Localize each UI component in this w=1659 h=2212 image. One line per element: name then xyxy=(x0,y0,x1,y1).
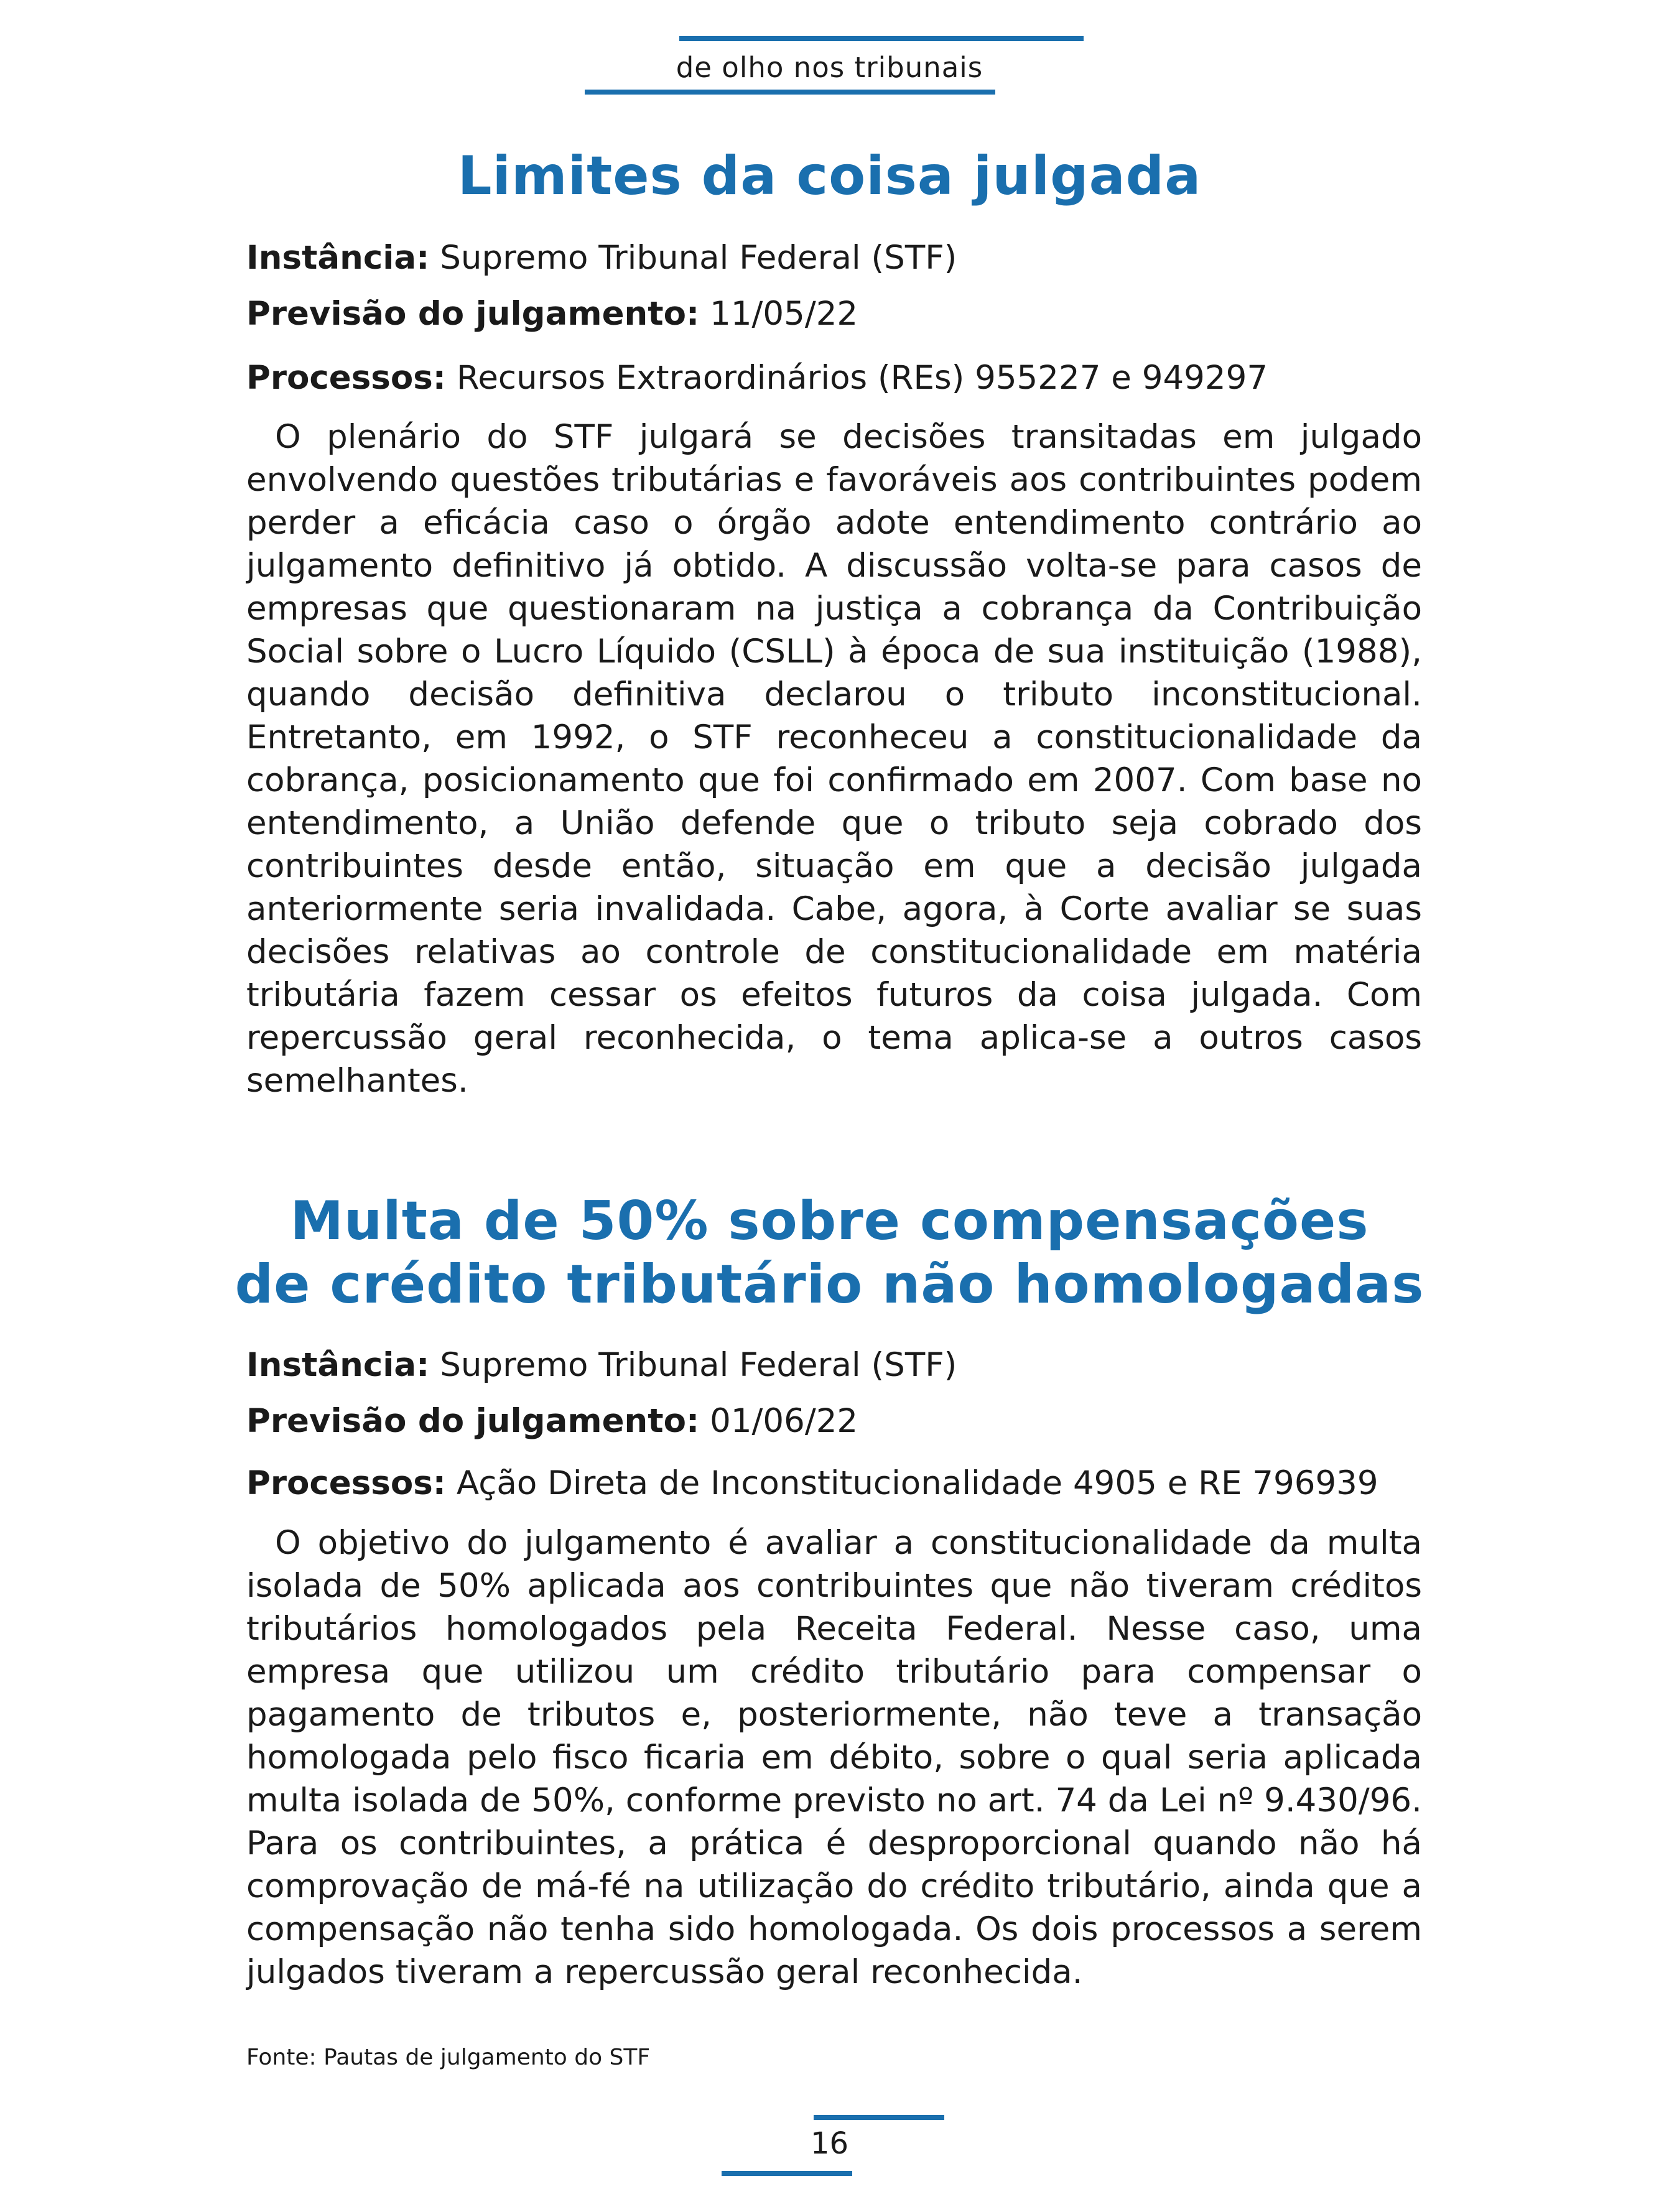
previsao-label: Previsão do julgamento: xyxy=(246,1402,700,1440)
article-2-processos xyxy=(246,1464,1428,1503)
header-rule-bottom xyxy=(585,90,995,95)
article-1-instancia xyxy=(246,239,1428,277)
instancia-label: Instância: xyxy=(246,239,430,277)
article-2-previsao xyxy=(246,1402,1428,1441)
section-label: de olho nos tribunais xyxy=(676,51,983,84)
previsao-label: Previsão do julgamento: xyxy=(246,295,700,333)
article-1-previsao xyxy=(246,295,1428,333)
article-1-body: O plenário do STF julgará se decisões transitadas em julgado envolvendo questões tributárias e favoráveis aos contribuintes podem perder a eficácia caso o órgão adote entendimento contrário ao julgamento definitivo já obtido. A discussão volta-se para casos de empresas que questionaram na justiça a cobrança da Contribuição Social sobre o Lucro Líquido (CSLL) à época de sua instituição (1988), quando decisão definitiva declarou o tributo inconstitucional. Entretanto, em 1992, o STF reconheceu a constitucionalidade da cobrança, posicionamento que foi confirmado em 2007. Com base no entendimento, a União defende que o tributo seja cobrado dos contribuintes desde então, situação em que a decisão julgada anteriormente seria invalidada. Cabe, agora, à Corte avaliar se suas decisões relativas ao controle de constitucionalidade em matéria tributária fazem cessar os efeitos futuros da coisa julgada. Com repercussão geral reconhecida, o tema aplica-se a outros casos semelhantes. xyxy=(246,418,1422,1100)
footer-rule-top xyxy=(814,2115,944,2120)
previsao-value: 11/05/22 xyxy=(710,295,858,333)
page-number: 16 xyxy=(810,2126,849,2161)
source-note: Fonte: Pautas de julgamento do STF xyxy=(246,2045,651,2070)
processos-value: Ação Direta de Inconstitucionalidade 4905 e RE 796939 xyxy=(456,1464,1378,1502)
instancia-value: Supremo Tribunal Federal (STF) xyxy=(440,1346,957,1384)
instancia-value: Supremo Tribunal Federal (STF) xyxy=(440,239,957,277)
article-2-title-line-1: Multa de 50% sobre compensações xyxy=(290,1190,1369,1252)
instancia-label: Instância: xyxy=(246,1346,430,1384)
article-2-instancia xyxy=(246,1346,1428,1385)
previsao-value: 01/06/22 xyxy=(710,1402,858,1440)
processos-value: Recursos Extraordinários (REs) 955227 e 949297 xyxy=(456,359,1268,397)
article-2-body: O objetivo do julgamento é avaliar a constitucionalidade da multa isolada de 50% aplicada aos contribuintes que não tiveram créditos tributários homologados pela Receita Federal. Nesse caso, uma empresa que utilizou um crédito tributário para compensar o pagamento de tributos e, posteriormente, não teve a transação homologada pelo fisco ficaria em débito, sobre o qual seria aplicada multa isolada de 50%, conforme previsto no art. 74 da Lei nº 9.430/96. Para os contribuintes, a prática é desproporcional quando não há comprovação de má-fé na utilização do crédito tributário, ainda que a compensação não tenha sido homologada. Os dois processos a serem julgados tiveram a repercussão geral reconhecida. xyxy=(246,1524,1422,1991)
article-1-processos xyxy=(246,359,1428,397)
processos-label: Processos: xyxy=(246,359,447,397)
header-rule-top xyxy=(679,36,1084,41)
article-2-title-line-2: de crédito tributário não homologadas xyxy=(235,1253,1424,1316)
processos-label: Processos: xyxy=(246,1464,447,1502)
article-1-title: Limites da coisa julgada xyxy=(457,145,1202,207)
footer-rule-bottom xyxy=(722,2171,852,2176)
